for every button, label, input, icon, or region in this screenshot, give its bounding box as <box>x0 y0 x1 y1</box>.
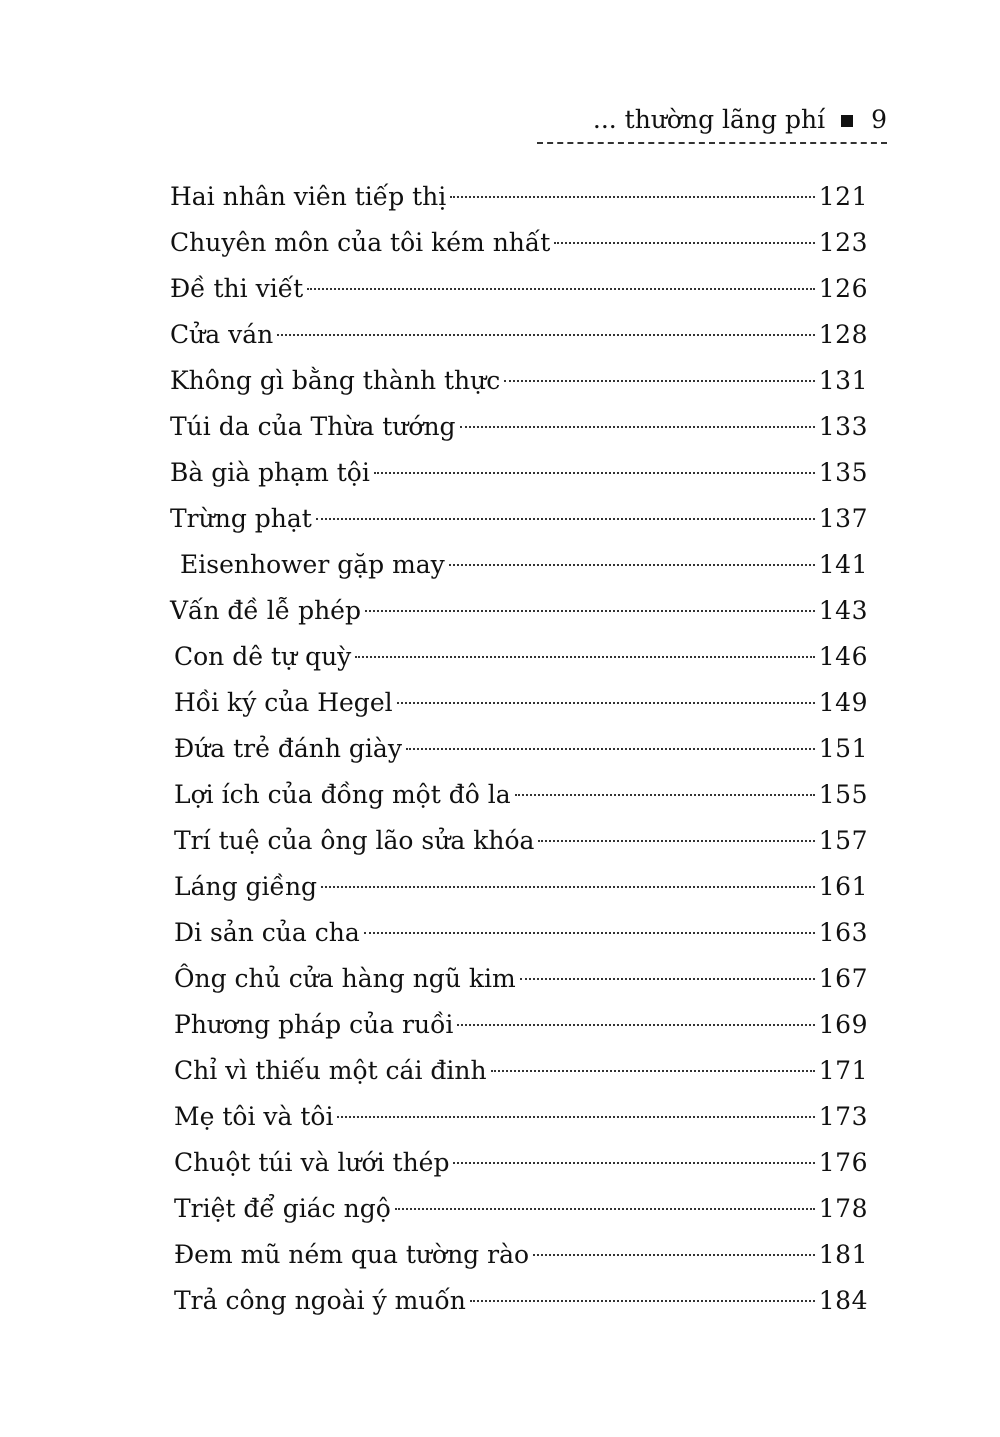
toc-entry <box>170 1278 868 1324</box>
toc-entry-page: 176 <box>818 1148 868 1177</box>
toc-entry <box>170 450 868 496</box>
toc-entry-page: 141 <box>818 550 868 579</box>
toc-entry <box>170 312 868 358</box>
toc-entry-title: Bà già phạm tội <box>170 458 370 487</box>
toc-entry-title: Di sản của cha <box>174 918 360 947</box>
table-of-contents <box>170 174 868 1324</box>
toc-entry-title: Ông chủ cửa hàng ngũ kim <box>174 964 516 993</box>
toc-entry <box>170 910 868 956</box>
toc-entry <box>170 588 868 634</box>
dot-leader <box>355 656 814 658</box>
toc-entry-title: Hai nhân viên tiếp thị <box>170 182 447 211</box>
toc-entry-title: Con dê tự quỳ <box>174 642 352 671</box>
dot-leader <box>504 380 815 382</box>
dot-leader <box>538 840 814 842</box>
toc-entry-title: Eisenhower gặp may <box>180 550 445 579</box>
toc-entry-page: 163 <box>818 918 868 947</box>
toc-entry-title: Mẹ tôi và tôi <box>174 1102 334 1131</box>
toc-entry <box>170 496 868 542</box>
dot-leader <box>515 794 815 796</box>
dot-leader <box>450 196 814 198</box>
toc-entry <box>170 1140 868 1186</box>
dot-leader <box>491 1070 815 1072</box>
toc-entry-page: 157 <box>818 826 868 855</box>
dot-leader <box>395 1208 815 1210</box>
toc-entry <box>170 634 868 680</box>
toc-entry-title: Túi da của Thừa tướng <box>170 412 456 441</box>
dot-leader <box>337 1116 814 1118</box>
dot-leader <box>307 288 815 290</box>
toc-entry-page: 146 <box>818 642 868 671</box>
dot-leader <box>533 1254 815 1256</box>
page-number: 9 <box>871 105 887 134</box>
toc-entry-page: 167 <box>818 964 868 993</box>
toc-entry-page: 135 <box>818 458 868 487</box>
toc-entry-page: 169 <box>818 1010 868 1039</box>
toc-entry <box>170 1232 868 1278</box>
running-head <box>537 100 887 146</box>
toc-entry <box>170 358 868 404</box>
dot-leader <box>554 242 815 244</box>
dot-leader <box>321 886 815 888</box>
toc-entry-title: Hồi ký của Hegel <box>174 688 393 717</box>
toc-entry-title: Chỉ vì thiếu một cái đinh <box>174 1056 487 1085</box>
toc-entry <box>170 266 868 312</box>
toc-entry-title: Trừng phạt <box>170 504 312 533</box>
dot-leader <box>364 932 815 934</box>
toc-entry-title: Trí tuệ của ông lão sửa khóa <box>174 826 535 855</box>
toc-entry <box>170 680 868 726</box>
toc-entry <box>170 220 868 266</box>
toc-entry-page: 128 <box>818 320 868 349</box>
toc-entry-title: Đứa trẻ đánh giày <box>174 734 402 763</box>
toc-entry <box>170 726 868 772</box>
toc-entry <box>170 404 868 450</box>
toc-entry <box>170 772 868 818</box>
toc-entry-title: Đề thi viết <box>170 274 304 303</box>
toc-entry-page: 133 <box>818 412 868 441</box>
dot-leader <box>374 472 815 474</box>
toc-entry <box>170 1094 868 1140</box>
toc-entry-page: 151 <box>818 734 868 763</box>
toc-entry-page: 137 <box>818 504 868 533</box>
dot-leader <box>316 518 815 520</box>
toc-entry-title: Trả công ngoài ý muốn <box>174 1286 466 1315</box>
toc-entry-page: 171 <box>818 1056 868 1085</box>
toc-entry-title: Vấn đề lễ phép <box>170 596 361 625</box>
toc-entry <box>170 542 868 588</box>
dot-leader <box>449 564 815 566</box>
toc-entry <box>170 174 868 220</box>
toc-entry-page: 184 <box>818 1286 868 1315</box>
toc-entry-title: Chuyên môn của tôi kém nhất <box>170 228 551 257</box>
dot-leader <box>277 334 815 336</box>
toc-entry-title: Chuột túi và lưới thép <box>174 1148 450 1177</box>
dot-leader <box>457 1024 814 1026</box>
toc-entry-page: 126 <box>818 274 868 303</box>
toc-entry <box>170 864 868 910</box>
toc-entry-title: Phương pháp của ruồi <box>174 1010 454 1039</box>
dot-leader <box>460 426 815 428</box>
toc-entry-title: Lợi ích của đồng một đô la <box>174 780 511 809</box>
toc-entry-page: 131 <box>818 366 868 395</box>
toc-entry-page: 143 <box>818 596 868 625</box>
toc-entry-title: Không gì bằng thành thực <box>170 366 501 395</box>
toc-entry-title: Đem mũ ném qua tường rào <box>174 1240 530 1269</box>
toc-entry-title: Cửa ván <box>170 320 274 349</box>
dashed-rule <box>537 142 887 144</box>
toc-entry-page: 121 <box>818 182 868 211</box>
toc-entry-page: 123 <box>818 228 868 257</box>
toc-entry-title: Triệt để giác ngộ <box>174 1194 391 1223</box>
dot-leader <box>470 1300 815 1302</box>
dot-leader <box>365 610 815 612</box>
square-bullet-icon <box>841 115 853 127</box>
toc-entry-page: 161 <box>818 872 868 901</box>
dot-leader <box>406 748 815 750</box>
toc-entry-page: 155 <box>818 780 868 809</box>
toc-entry <box>170 1048 868 1094</box>
running-head-title: ... thường lãng phí <box>592 105 826 134</box>
dot-leader <box>397 702 815 704</box>
toc-entry-title: Láng giềng <box>174 872 318 901</box>
toc-entry-page: 181 <box>818 1240 868 1269</box>
dot-leader <box>453 1162 814 1164</box>
dot-leader <box>520 978 815 980</box>
toc-entry <box>170 956 868 1002</box>
toc-entry-page: 178 <box>818 1194 868 1223</box>
toc-entry <box>170 1186 868 1232</box>
toc-entry <box>170 1002 868 1048</box>
toc-entry <box>170 818 868 864</box>
running-head-text <box>593 100 887 140</box>
toc-entry-page: 173 <box>818 1102 868 1131</box>
toc-entry-page: 149 <box>818 688 868 717</box>
